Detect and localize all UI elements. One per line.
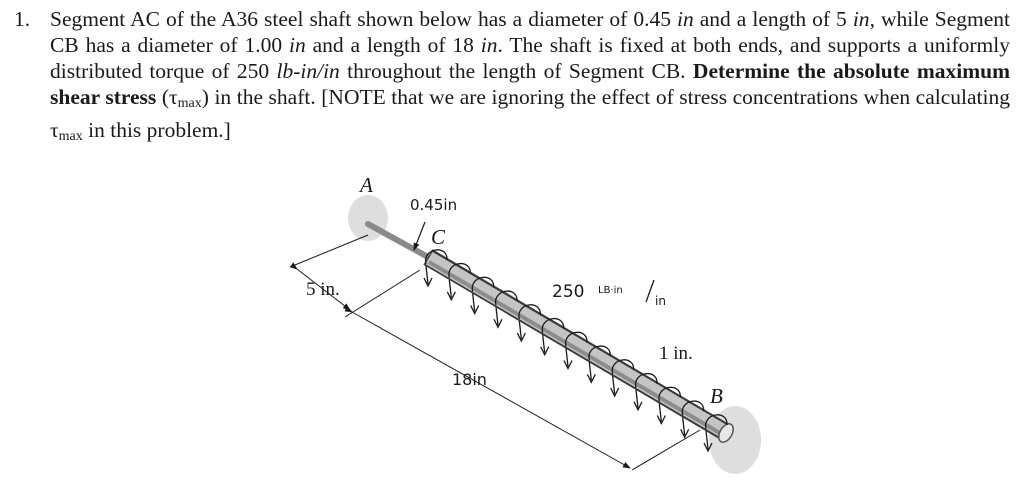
torque-per-unit: in — [655, 294, 666, 308]
torque-fraction-slash — [646, 280, 654, 302]
dim-5in-label: 5 in. — [306, 279, 340, 300]
tau-symbol: τ — [50, 118, 59, 142]
torque-unit: LB·in — [598, 285, 623, 296]
dim-5in-ext-a — [290, 235, 368, 267]
torque-value: 250 — [552, 282, 585, 302]
diameter-ac-leader — [414, 222, 425, 250]
segment-ac-shaft — [368, 224, 428, 257]
bold-instruction: Determine the absolute maximum shear stress — [50, 59, 1010, 109]
diameter-ac-label: 0.45in — [410, 196, 458, 214]
label-c: C — [431, 225, 446, 249]
problem-text: Segment AC of the A36 steel shaft shown below has a diameter of 0.45 in and a length of 5 in, while Segment CB has a diameter of 1.00 in and a length of 18 in. The shaft is fixed at both ends, and supports a uniformly distributed torque of 250 lb-in/in throughout the length of Segment CB. Determine the absolute maximum shear stress $(\tau_{max})$ in the shaft. [NOTE that we are ignoring the effect of stress concentrations when calculating $\tau_{max}$ in this problem.] — [50, 7, 1010, 144]
dim-18in-ext-b — [632, 430, 700, 470]
diameter-cb-label: 1 in. — [659, 343, 693, 364]
dim-18in-line — [352, 312, 630, 468]
label-b: B — [710, 384, 723, 408]
tau-symbol: τ — [169, 85, 178, 109]
dim-18in-label: 18in — [452, 370, 487, 389]
fixed-support-b — [709, 406, 761, 474]
problem-number: 1. — [14, 7, 31, 31]
label-a: A — [360, 173, 373, 197]
dim-5in-ext-c — [345, 270, 420, 317]
